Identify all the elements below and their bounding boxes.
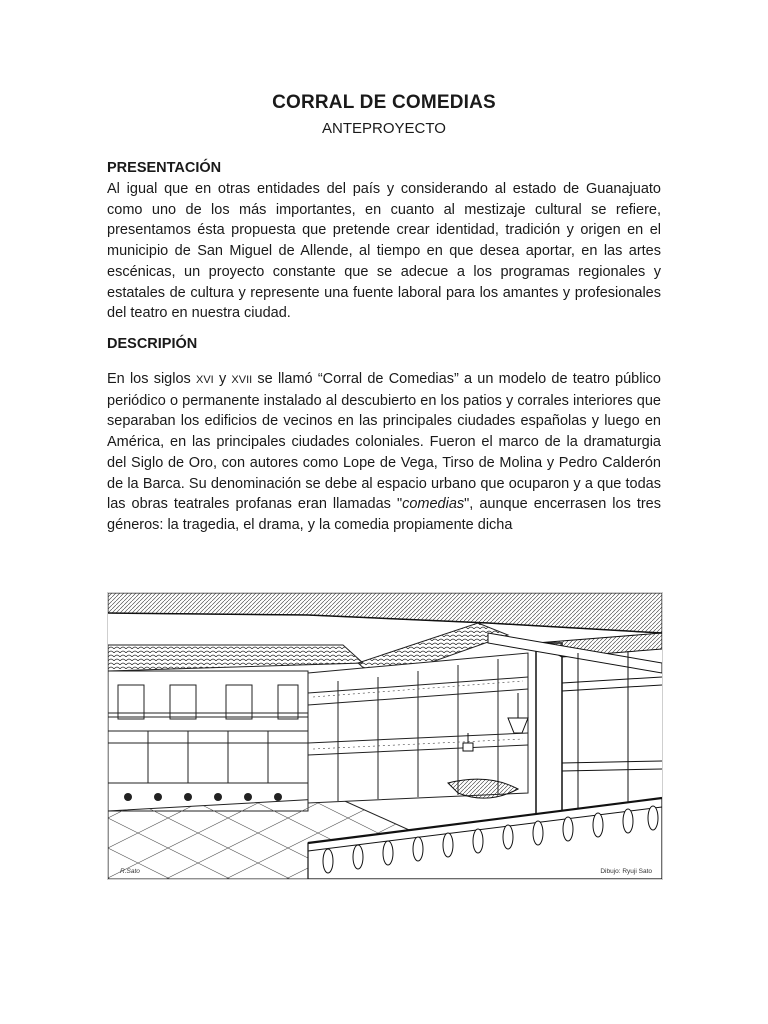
illustration-signature: R.Sato (120, 868, 140, 875)
text-fragment: se llamó “Corral de Comedias” a un modelo de teatro público periódico o permanente instalado al descubierto en los patios y corrales interiores que separaban los edificios de vecinos en las principales ciudades españolas y luego en América, en las principales ciudades coloniales. Fueron el marco de la dramaturgia del Siglo de Oro, con autores como Lope de Vega, Tirso de Molina y Pedro Calderón de la Barca. Su denominación se debe al espacio urbano que ocuparon y a que todas las obras teatrales profanas eran llamadas " (107, 371, 661, 513)
text-fragment: ", aunque encerrasen los tres géneros: la tragedia, el drama, y la comedia propiamente dicha (107, 496, 661, 533)
section-heading-presentacion: PRESENTACIÓN (107, 160, 222, 176)
document-subtitle: ANTEPROYECTO (322, 120, 446, 137)
paragraph-presentacion: Al igual que en otras entidades del país y considerando al estado de Guanajuato como uno de los más importantes, en cuanto al mestizaje cultural se refiere, presentamos ésta propuesta que pretende crear identidad, tradición y origen en el municipio de San Miguel de Allende, al tiempo en que desea aportar, en las artes escénicas, un proyecto constante que se adecue a los programas regionales y estatales de cultura y represente una fuente laboral para los amantes y profesionales del teatro en nuestra ciudad. (107, 181, 661, 322)
corral-drawing (108, 593, 662, 879)
corral-illustration (107, 592, 663, 880)
text-fragment: En los siglos (107, 371, 196, 387)
text-fragment: y (213, 371, 232, 387)
document-title: CORRAL DE COMEDIAS (272, 92, 496, 113)
section-heading-descripcion: DESCRIPIÓN (107, 336, 198, 352)
illustration-credit: Dibujo: Ryuji Sato (600, 868, 652, 875)
century-xvi: XVI (196, 374, 214, 386)
century-xvii: XVII (231, 374, 253, 386)
italic-comedias: comedias (402, 496, 465, 513)
paragraph-descripcion (107, 369, 661, 536)
